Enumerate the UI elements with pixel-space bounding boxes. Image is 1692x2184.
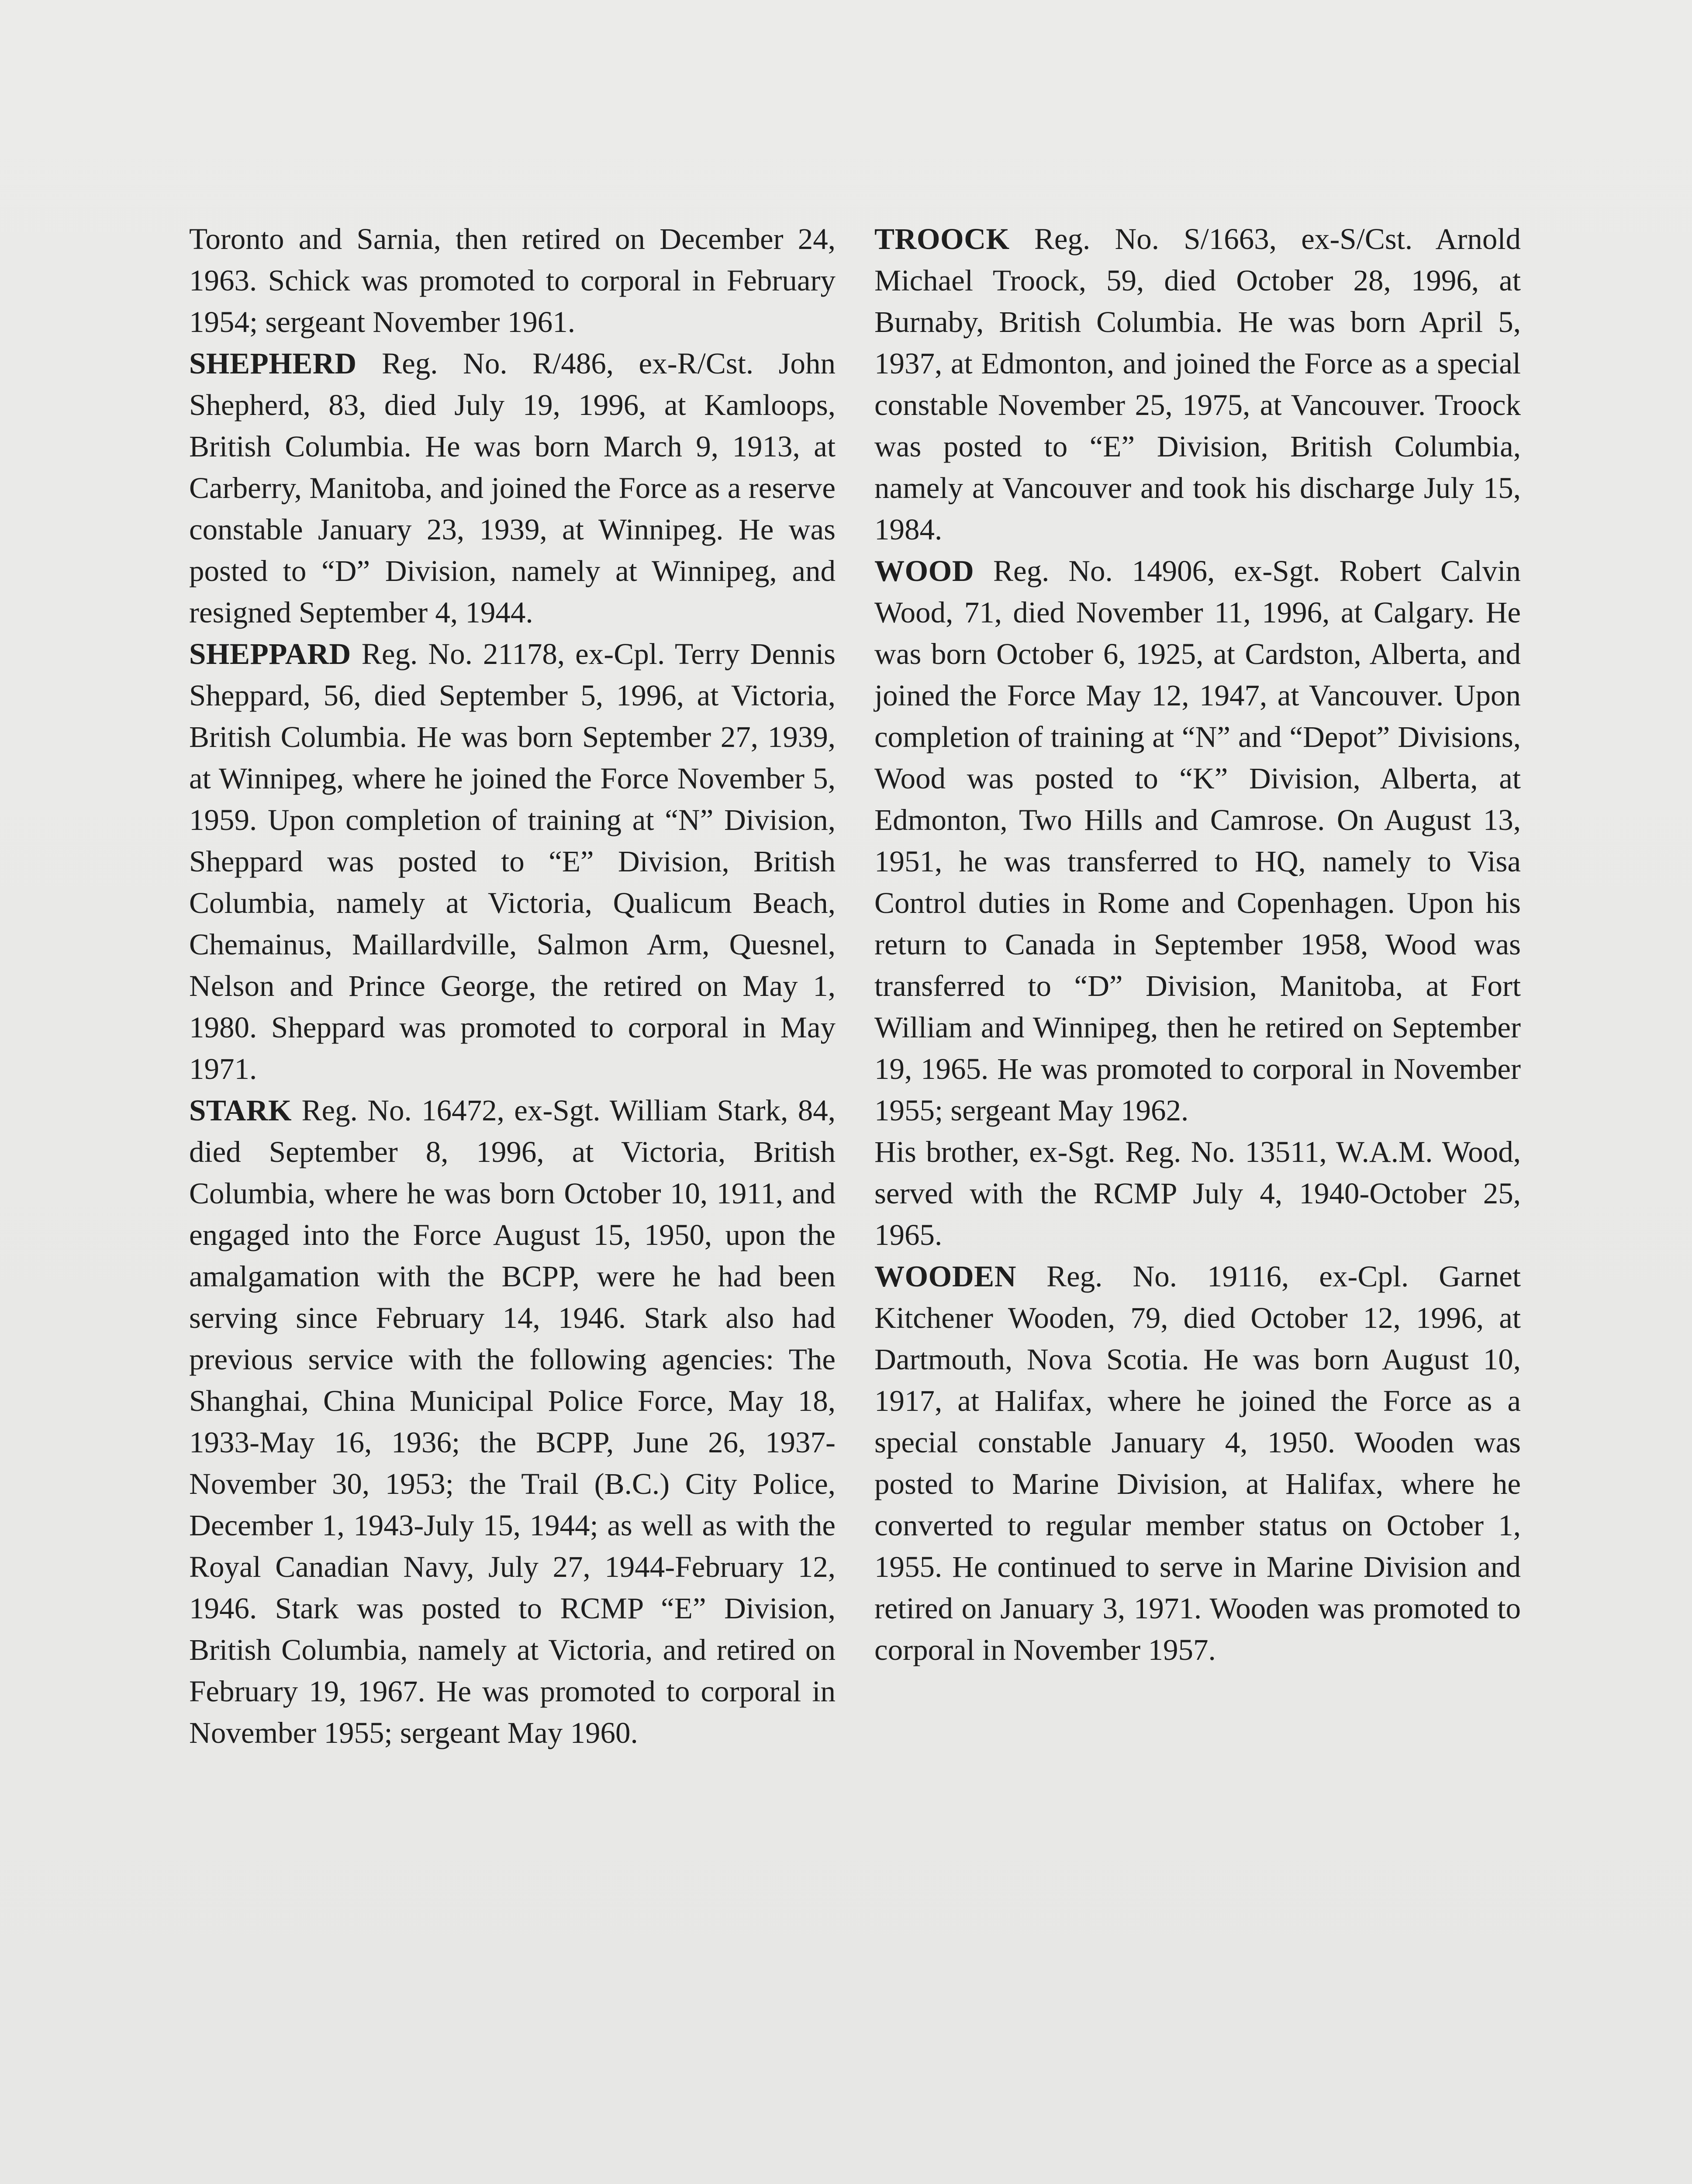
entry-surname: WOOD: [874, 554, 974, 587]
entry-text: Reg. No. S/1663, ex-S/Cst. Arnold Michael Troock, 59, died October 28, 1996, at Burnaby, British Columbia. He was born April 5, 1937, at Edmonton, and joined the Force as a special constable November 25, 1975, at Vancouver. Troock was posted to “E” Division, British Columbia, namely at Vancouver and took his discharge July 15, 1984.: [874, 222, 1521, 546]
obituary-entry-wooden: [874, 1256, 1521, 1671]
entry-surname: STARK: [189, 1094, 292, 1127]
entry-text: Reg. No. 19116, ex-Cpl. Garnet Kitchener Wooden, 79, died October 12, 1996, at Dartmouth, Nova Scotia. He was born August 10, 1917, at Halifax, where he joined the Force as a special constable January 4, 1950. Wooden was posted to Marine Division, at Halifax, where he converted to regular member status on October 1, 1955. He continued to serve in Marine Division and retired on January 3, 1971. Wooden was promoted to corporal in November 1957.: [874, 1260, 1521, 1666]
obituary-entry-wood: [874, 550, 1521, 1131]
left-column: [189, 218, 836, 1754]
entry-surname: SHEPHERD: [189, 347, 357, 380]
brother-note-paragraph: His brother, ex-Sgt. Reg. No. 13511, W.A.M. Wood, served with the RCMP July 4, 1940-October 25, 1965.: [874, 1135, 1521, 1251]
obituary-entry-troock: [874, 218, 1521, 550]
obituary-entry-shepherd: [189, 343, 836, 633]
right-column: [874, 218, 1521, 1671]
entry-surname: SHEPPARD: [189, 637, 351, 670]
obituary-entry-sheppard: [189, 633, 836, 1090]
continuation-paragraph: Toronto and Sarnia, then retired on December 24, 1963. Schick was promoted to corporal in February 1954; sergeant November 1961.: [189, 222, 836, 339]
obituary-entry-stark: [189, 1090, 836, 1754]
entry-surname: TROOCK: [874, 222, 1010, 256]
entry-text: Reg. No. 14906, ex-Sgt. Robert Calvin Wood, 71, died November 11, 1996, at Calgary. He was born October 6, 1925, at Cardston, Alberta, and joined the Force May 12, 1947, at Vancouver. Upon completion of training at “N” and “Depot” Divisions, Wood was posted to “K” Division, Alberta, at Edmonton, Two Hills and Camrose. On August 13, 1951, he was transferred to HQ, namely to Visa Control duties in Rome and Copenhagen. Upon his return to Canada in September 1958, Wood was transferred to “D” Division, Manitoba, at Fort William and Winnipeg, then he retired on September 19, 1965. He was promoted to corporal in November 1955; sergeant May 1962.: [874, 554, 1521, 1127]
entry-text: Reg. No. 16472, ex-Sgt. William Stark, 84, died September 8, 1996, at Victoria, British Columbia, where he was born October 10, 1911, and engaged into the Force August 15, 1950, upon the amalgamation with the BCPP, were he had been serving since February 14, 1946. Stark also had previous service with the following agencies: The Shanghai, China Municipal Police Force, May 18, 1933-May 16, 1936; the BCPP, June 26, 1937-November 30, 1953; the Trail (B.C.) City Police, December 1, 1943-July 15, 1944; as well as with the Royal Canadian Navy, July 27, 1944-February 12, 1946. Stark was posted to RCMP “E” Division, British Columbia, namely at Victoria, and retired on February 19, 1967. He was promoted to corporal in November 1955; sergeant May 1960.: [189, 1094, 836, 1749]
entry-text: Reg. No. 21178, ex-Cpl. Terry Dennis Sheppard, 56, died September 5, 1996, at Victoria, British Columbia. He was born September 27, 1939, at Winnipeg, where he joined the Force November 5, 1959. Upon completion of training at “N” Division, Sheppard was posted to “E” Division, British Columbia, namely at Victoria, Qualicum Beach, Chemainus, Maillardville, Salmon Arm, Quesnel, Nelson and Prince George, the retired on May 1, 1980. Sheppard was promoted to corporal in May 1971.: [189, 637, 836, 1085]
entry-surname: WOODEN: [874, 1260, 1017, 1293]
entry-text: Reg. No. R/486, ex-R/Cst. John Shepherd, 83, died July 19, 1996, at Kamloops, British Columbia. He was born March 9, 1913, at Carberry, Manitoba, and joined the Force as a reserve constable January 23, 1939, at Winnipeg. He was posted to “D” Division, namely at Winnipeg, and resigned September 4, 1944.: [189, 347, 836, 629]
